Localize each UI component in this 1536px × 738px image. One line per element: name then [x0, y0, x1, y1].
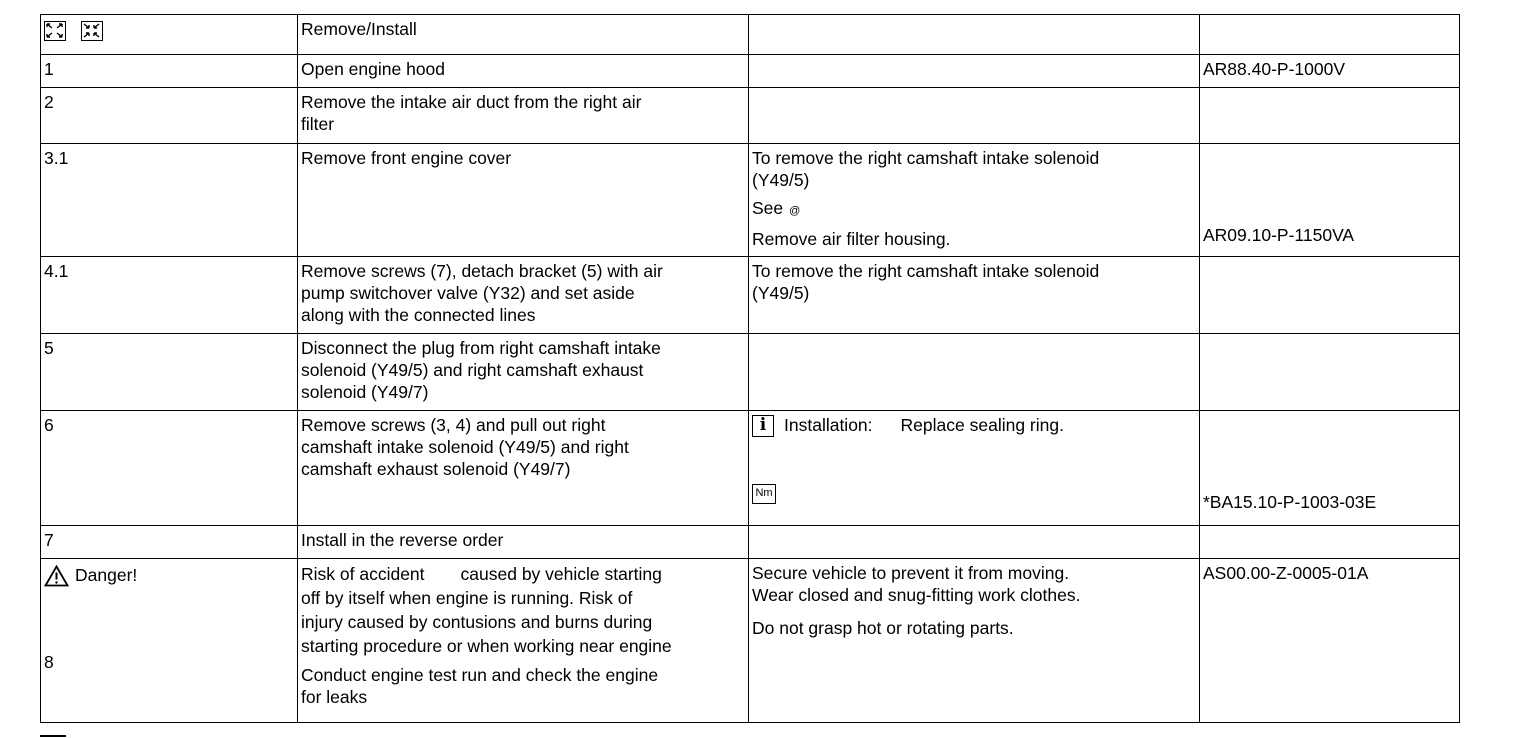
torque-nm-icon[interactable]: Nm — [752, 484, 776, 504]
table-row — [41, 144, 1460, 257]
step-action: Remove screws (3, 4) and pull out right camshaft intake solenoid (Y49/5) and right camshaft exhaust solenoid (Y49/7) — [298, 411, 749, 526]
header-title: Remove/Install — [298, 15, 749, 55]
step-action: Disconnect the plug from right camshaft intake solenoid (Y49/5) and right camshaft exhaust solenoid (Y49/7) — [298, 334, 749, 411]
reference-link[interactable]: AR09.10-P-1150VA — [1203, 225, 1355, 245]
step-number: 6 — [41, 411, 298, 526]
step-number: 8 — [44, 652, 54, 673]
step-number: 4.1 — [41, 257, 298, 334]
reference-cell — [1200, 411, 1460, 526]
step-action: Open engine hood — [298, 55, 749, 88]
step-action: Install in the reverse order — [298, 526, 749, 559]
step-action: Remove front engine cover — [298, 144, 749, 257]
step-number: 7 — [41, 526, 298, 559]
table-row — [41, 257, 1460, 334]
reference-link[interactable]: AR88.40-P-1000V — [1200, 55, 1460, 88]
danger-cell — [41, 559, 298, 723]
expand-icon[interactable] — [44, 21, 66, 41]
table-row — [41, 88, 1460, 144]
step-note: Secure vehicle to prevent it from moving. Wear closed and snug-fitting work clothes. Do not grasp hot or rotating parts. — [749, 559, 1200, 723]
at-icon[interactable]: @ — [789, 205, 801, 217]
step-number: 1 — [41, 55, 298, 88]
step-number: 2 — [41, 88, 298, 144]
table-row — [41, 411, 1460, 526]
reference-cell — [1200, 559, 1460, 723]
step-note: To remove the right camshaft intake solenoid (Y49/5) — [749, 257, 1200, 334]
step-action: Risk of accident caused by vehicle starting off by itself when engine is running. Risk of injury caused by contusions and burns during starting procedure or when working near engine Conduct engine test run and check the engine for leaks — [298, 559, 749, 723]
header-icons-cell — [41, 15, 298, 55]
step-note: To remove the right camshaft intake solenoid (Y49/5) See @ Remove air filter housing. — [749, 144, 1200, 257]
table-row-header — [41, 15, 1460, 55]
table-row — [41, 526, 1460, 559]
step-action: Remove screws (7), detach bracket (5) with air pump switchover valve (Y32) and set aside along with the connected lines — [298, 257, 749, 334]
reference-cell — [1200, 144, 1460, 257]
reference-link[interactable]: AS00.00-Z-0005-01A — [1203, 563, 1369, 583]
info-icon[interactable]: i — [752, 415, 774, 437]
table-row — [41, 334, 1460, 411]
collapse-icon[interactable] — [81, 21, 103, 41]
step-note: i Installation: Replace sealing ring. Nm — [749, 411, 1200, 526]
danger-label: Danger! — [75, 565, 138, 585]
warning-triangle-icon — [44, 565, 69, 587]
step-number: 3.1 — [41, 144, 298, 257]
step-action: Remove the intake air duct from the right air filter — [298, 88, 749, 144]
table-row — [41, 55, 1460, 88]
table-row-danger — [41, 559, 1460, 723]
procedure-table — [40, 14, 1460, 723]
step-number: 5 — [41, 334, 298, 411]
page-mark — [40, 735, 66, 737]
reference-link[interactable]: *BA15.10-P-1003-03E — [1203, 492, 1377, 512]
